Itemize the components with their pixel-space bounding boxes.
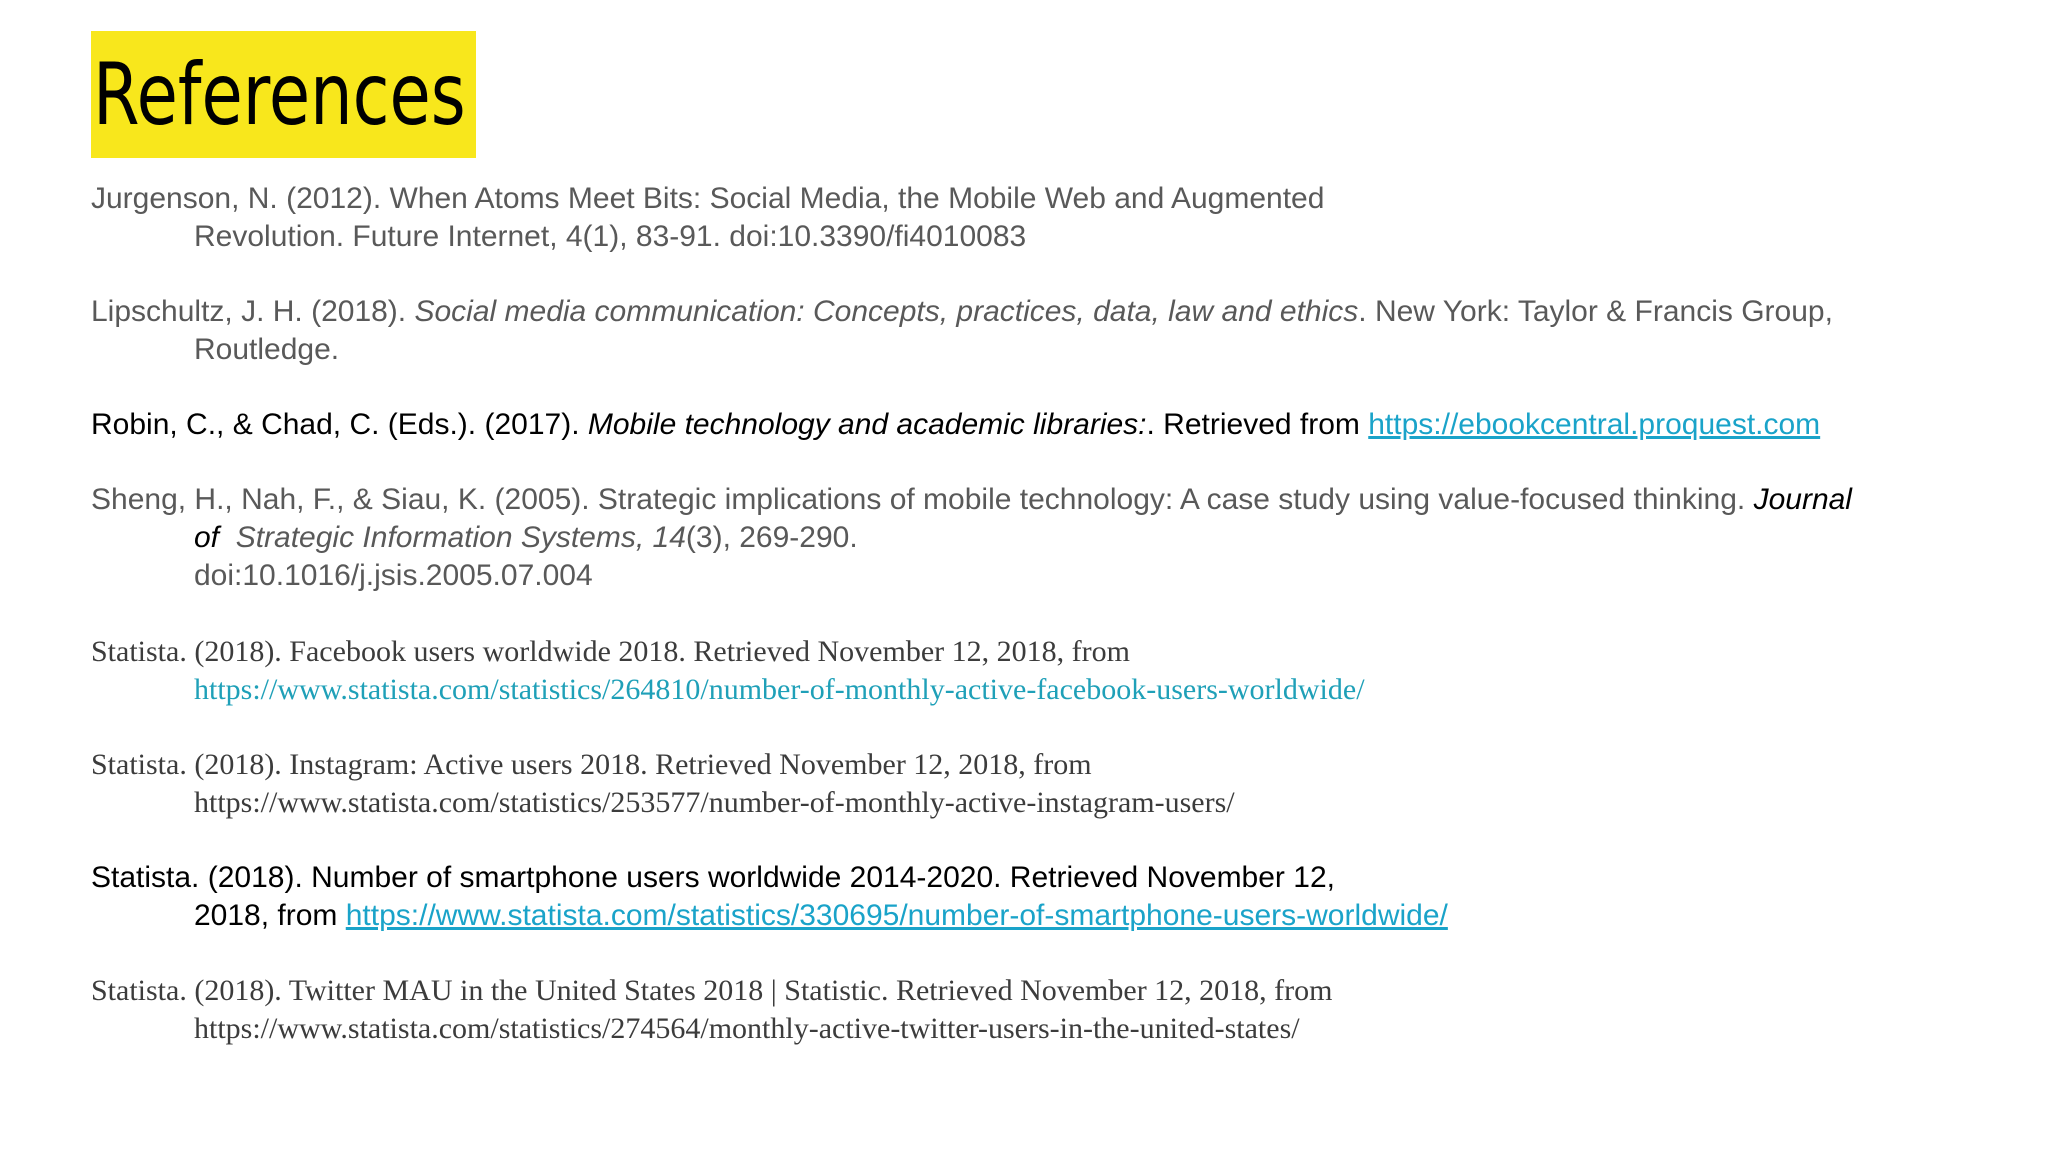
reference-statista-facebook: [91, 633, 1991, 709]
reference-robin: [91, 406, 1991, 444]
reference-sheng: [91, 481, 1991, 595]
reference-book-title: Mobile technology and academic libraries:: [587, 408, 1147, 441]
reference-authors-title: Sheng, H., Nah, F., & Siau, K. (2005). Strategic implications of mobile technology: A case study using value-focused thinking.: [91, 483, 1754, 516]
reference-issue: (3), 269-290.: [685, 521, 858, 554]
reference-line: Statista. (2018). Number of smartphone users worldwide 2014-2020. Retrieved November 12,: [91, 861, 1335, 894]
reference-doi: doi:10.1016/j.jsis.2005.07.004: [194, 559, 593, 592]
reference-line: Statista. (2018). Instagram: Active users 2018. Retrieved November 12, 2018, from: [91, 748, 1092, 781]
reference-statista-instagram: [91, 746, 1991, 822]
reference-line: Statista. (2018). Facebook users worldwide 2018. Retrieved November 12, 2018, from: [91, 635, 1130, 668]
reference-url-text: https://www.statista.com/statistics/274564/monthly-active-twitter-users-in-the-united-states/: [194, 1012, 1300, 1045]
reference-authors: Lipschultz, J. H. (2018).: [91, 295, 415, 328]
reference-journal-name: Strategic Information Systems, 14: [235, 521, 686, 554]
reference-url-text: https://www.statista.com/statistics/253577/number-of-monthly-active-instagram-users/: [194, 786, 1235, 819]
reference-statista-twitter: [91, 972, 1991, 1048]
page-title: References: [93, 45, 466, 145]
reference-jurgenson: [91, 180, 1991, 256]
reference-line: Statista. (2018). Twitter MAU in the United States 2018 | Statistic. Retrieved November 12, 2018, from: [91, 974, 1333, 1007]
reference-line: Jurgenson, N. (2012). When Atoms Meet Bits: Social Media, the Mobile Web and Augmented: [91, 182, 1325, 215]
reference-link[interactable]: https://www.statista.com/statistics/330695/number-of-smartphone-users-worldwide/: [345, 899, 1448, 932]
reference-book-title: Social media communication: Concepts, practices, data, law and ethics: [414, 295, 1359, 328]
reference-continuation: Routledge.: [194, 333, 340, 366]
reference-date: 2018, from: [194, 899, 346, 932]
reference-publisher: . New York: Taylor & Francis Group,: [1358, 295, 1833, 328]
reference-journal-of: of: [194, 521, 220, 554]
reference-link[interactable]: https://www.statista.com/statistics/264810/number-of-monthly-active-facebook-users-worldwide/: [194, 673, 1365, 706]
reference-statista-smartphone: [91, 859, 1991, 935]
reference-lipschultz: [91, 293, 1991, 369]
reference-continuation: Revolution. Future Internet, 4(1), 83-91. doi:10.3390/fi4010083: [194, 220, 1027, 253]
reference-retrieved: . Retrieved from: [1146, 408, 1369, 441]
reference-link[interactable]: https://ebookcentral.proquest.com: [1368, 408, 1821, 441]
reference-authors: Robin, C., & Chad, C. (Eds.). (2017).: [91, 408, 588, 441]
reference-journal-start: Journal: [1753, 483, 1852, 516]
